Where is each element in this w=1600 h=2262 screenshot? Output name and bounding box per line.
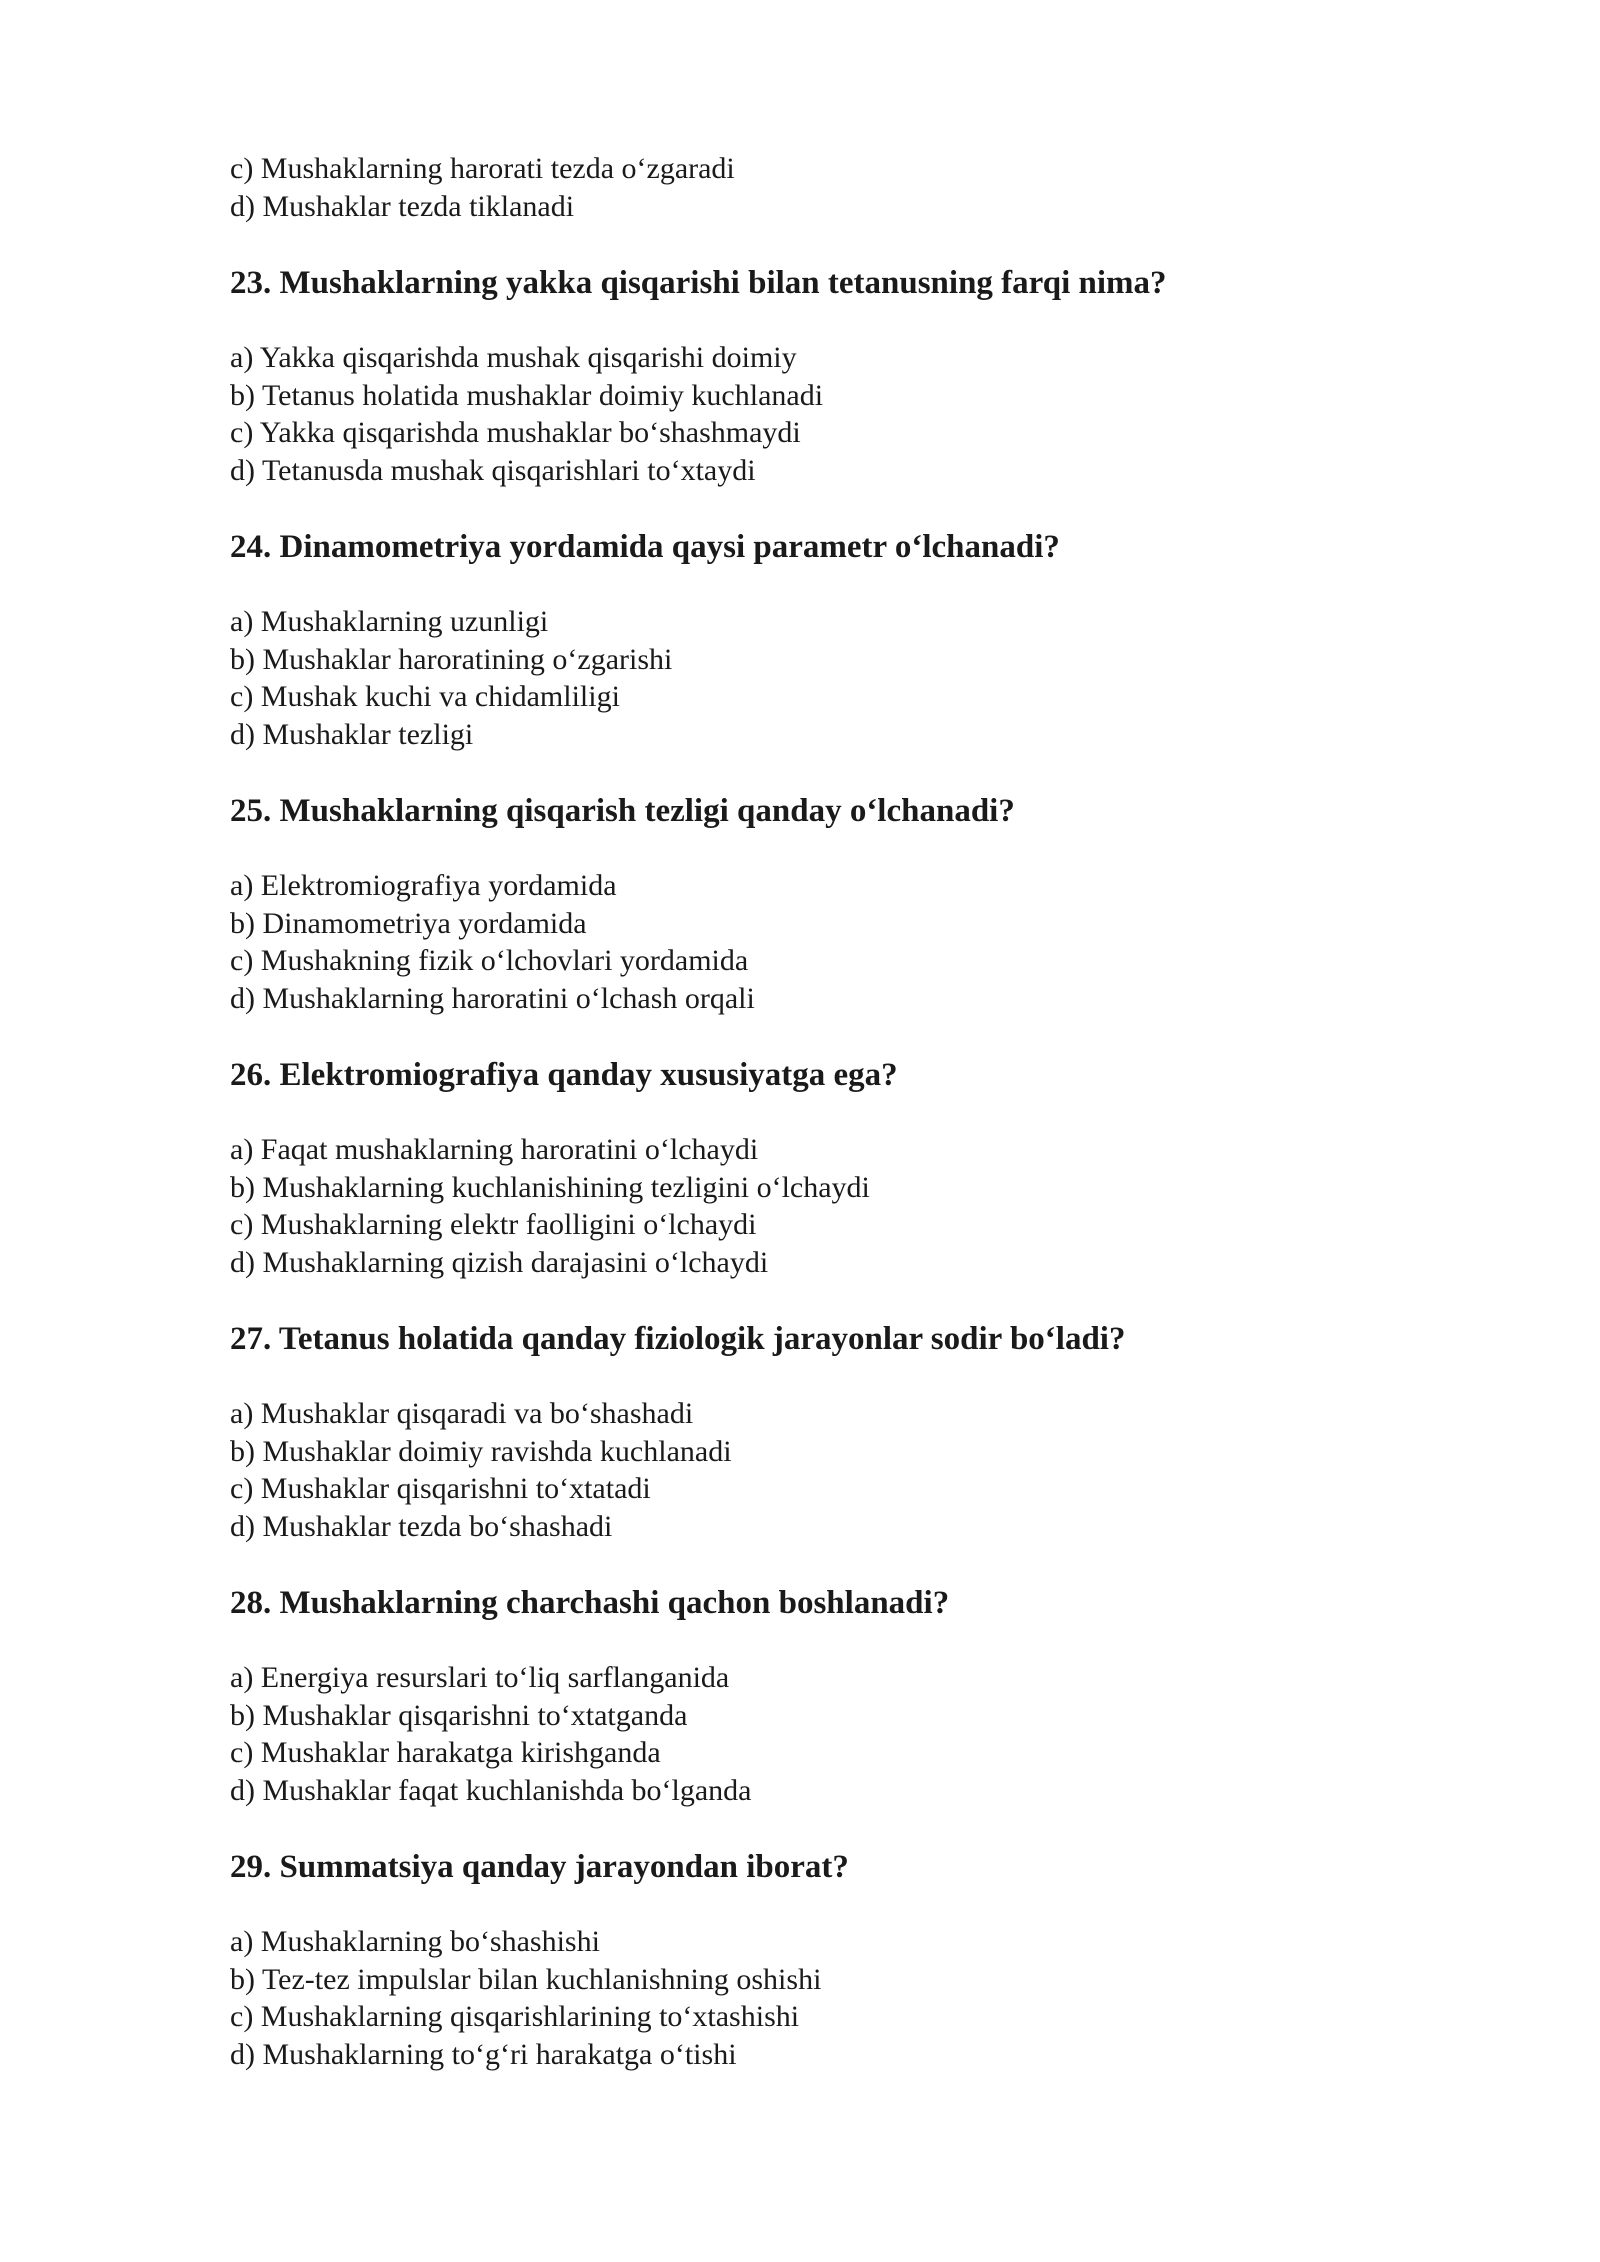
answer-option: b) Mushaklar qisqarishni to‘xtatganda	[230, 1698, 688, 1732]
question-title: 28. Mushaklarning charchashi qachon boshlanadi?	[230, 1585, 950, 1621]
answer-option: b) Mushaklarning kuchlanishining tezligini o‘lchaydi	[230, 1170, 870, 1204]
document-page	[230, 150, 1430, 2073]
question-title: 23. Mushaklarning yakka qisqarishi bilan tetanusning farqi nima?	[230, 265, 1167, 301]
answer-option: a) Mushaklarning uzunligi	[230, 605, 549, 638]
question-24	[230, 527, 1430, 753]
answer-option: c) Mushaklar qisqarishni to‘xtatadi	[230, 1472, 651, 1505]
question-title: 25. Mushaklarning qisqarish tezligi qanday o‘lchanadi?	[230, 793, 1015, 829]
question-title: 24. Dinamometriya yordamida qaysi parametr o‘lchanadi?	[230, 529, 1060, 565]
answer-option: d) Mushaklar tezda bo‘shashadi	[230, 1509, 613, 1543]
answer-option: c) Mushaklar harakatga kirishganda	[230, 1736, 661, 1769]
answer-option: a) Mushaklarning bo‘shashishi	[230, 1925, 600, 1958]
answer-option: a) Yakka qisqarishda mushak qisqarishi doimiy	[230, 341, 797, 374]
answer-option: a) Energiya resurslari to‘liq sarflanganida	[230, 1661, 730, 1694]
answer-option: c) Mushaklarning harorati tezda o‘zgaradi	[230, 152, 735, 185]
question-26	[230, 1055, 1430, 1281]
answer-option: a) Faqat mushaklarning haroratini o‘lchaydi	[230, 1133, 759, 1166]
answer-option: d) Mushaklarning haroratini o‘lchash orqali	[230, 981, 755, 1015]
answer-option: b) Mushaklar doimiy ravishda kuchlanadi	[230, 1434, 732, 1468]
leading-options	[230, 150, 1430, 225]
answer-option: a) Elektromiografiya yordamida	[230, 869, 617, 902]
question-title: 29. Summatsiya qanday jarayondan iborat?	[230, 1849, 849, 1885]
answer-option: a) Mushaklar qisqaradi va bo‘shashadi	[230, 1397, 694, 1430]
answer-option: c) Mushaklarning elektr faolligini o‘lchaydi	[230, 1208, 757, 1241]
answer-option: b) Dinamometriya yordamida	[230, 906, 587, 940]
question-28	[230, 1583, 1430, 1809]
answer-option: c) Mushak kuchi va chidamliligi	[230, 680, 620, 713]
answer-option: c) Mushakning fizik o‘lchovlari yordamida	[230, 944, 749, 977]
question-title: 26. Elektromiografiya qanday xususiyatga ega?	[230, 1057, 898, 1093]
answer-option: d) Mushaklar tezda tiklanadi	[230, 189, 575, 223]
question-23	[230, 263, 1430, 489]
answer-option: d) Tetanusda mushak qisqarishlari to‘xtaydi	[230, 453, 756, 487]
question-27	[230, 1319, 1430, 1545]
question-25	[230, 791, 1430, 1017]
answer-option: d) Mushaklarning to‘g‘ri harakatga o‘tishi	[230, 2037, 737, 2071]
answer-option: d) Mushaklar tezligi	[230, 717, 474, 751]
answer-option: b) Tetanus holatida mushaklar doimiy kuchlanadi	[230, 378, 824, 412]
answer-option: b) Tez-tez impulslar bilan kuchlanishning oshishi	[230, 1962, 822, 1996]
question-title: 27. Tetanus holatida qanday fiziologik jarayonlar sodir bo‘ladi?	[230, 1321, 1126, 1357]
answer-option: d) Mushaklar faqat kuchlanishda bo‘lganda	[230, 1773, 752, 1807]
answer-option: c) Yakka qisqarishda mushaklar bo‘shashmaydi	[230, 416, 801, 449]
answer-option: c) Mushaklarning qisqarishlarining to‘xtashishi	[230, 2000, 800, 2033]
answer-option: b) Mushaklar haroratining o‘zgarishi	[230, 642, 673, 676]
question-29	[230, 1847, 1430, 2073]
answer-option: d) Mushaklarning qizish darajasini o‘lchaydi	[230, 1245, 769, 1279]
